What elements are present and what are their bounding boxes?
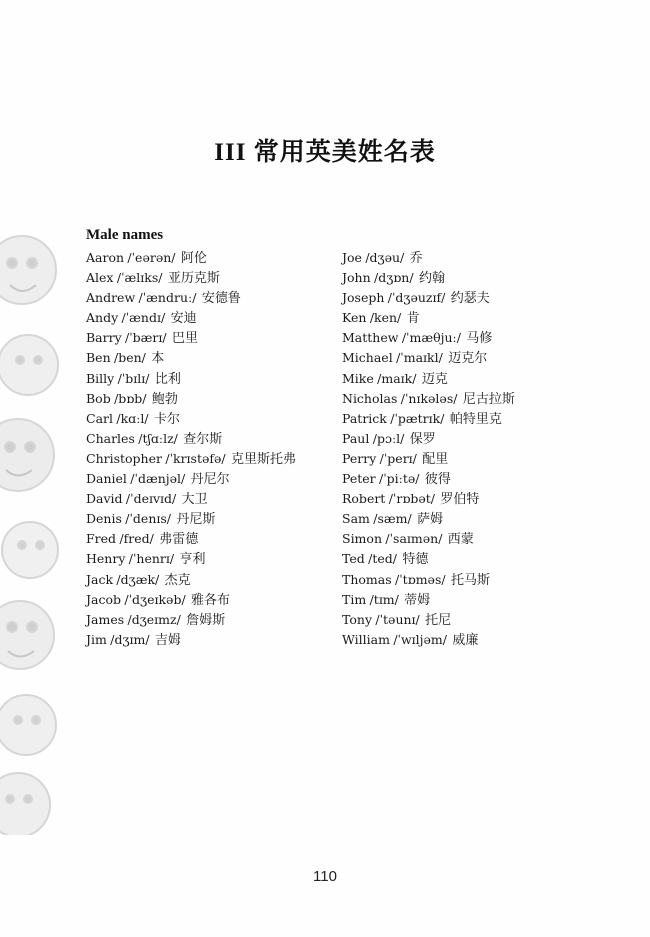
page-number: 110 — [313, 868, 337, 885]
pronunciation: /ˈnɪkələs/ — [400, 390, 458, 406]
pronunciation: /dʒəu/ — [365, 250, 405, 265]
english-name: Jacob — [86, 591, 121, 607]
pronunciation: /ken/ — [369, 310, 402, 326]
pronunciation: /maɪk/ — [377, 370, 417, 386]
chinese-name: 亨利 — [179, 552, 206, 568]
english-name: Denis — [86, 511, 122, 527]
list-item — [86, 268, 336, 288]
chinese-name: 特德 — [402, 552, 429, 568]
english-name: Daniel — [86, 471, 127, 487]
cartoon-characters-decoration — [0, 215, 80, 835]
list-item — [342, 630, 592, 650]
pronunciation: /ˈhenrɪ/ — [128, 551, 175, 567]
chinese-name: 蒂姆 — [404, 592, 431, 608]
list-item — [342, 389, 592, 409]
pronunciation: /ˈdʒeɪkəb/ — [124, 591, 186, 607]
pronunciation: /ˈsaɪmən/ — [385, 531, 443, 547]
list-item — [342, 489, 592, 509]
list-item — [86, 409, 336, 429]
names-list-right — [342, 248, 592, 650]
english-name: Paul — [342, 430, 370, 446]
pronunciation: /ˈdænjəl/ — [130, 471, 186, 487]
list-item — [86, 429, 336, 449]
list-item — [342, 529, 592, 549]
english-name: Bob — [86, 390, 111, 406]
list-item — [86, 348, 336, 368]
pronunciation: /dʒeɪmz/ — [127, 611, 181, 627]
chinese-name: 迈克 — [421, 371, 448, 387]
english-name: Andy — [86, 310, 119, 326]
list-item — [342, 409, 592, 429]
list-item — [342, 308, 592, 328]
chinese-name: 迈克尔 — [448, 351, 488, 367]
list-item — [86, 630, 336, 650]
chinese-name: 安德鲁 — [201, 291, 241, 307]
english-name: Perry — [342, 450, 377, 466]
pronunciation: /ˈpiːtə/ — [379, 471, 420, 487]
list-item — [86, 529, 336, 549]
chinese-name: 安迪 — [170, 311, 197, 327]
pronunciation: /ˈpætrɪk/ — [390, 410, 445, 426]
list-item — [86, 308, 336, 328]
english-name: David — [86, 491, 123, 507]
list-item — [342, 509, 592, 529]
english-name: Sam — [342, 511, 370, 527]
chinese-name: 尼古拉斯 — [462, 391, 515, 407]
english-name: Jim — [86, 631, 107, 647]
list-item — [342, 610, 592, 630]
names-list-left — [86, 248, 336, 650]
chinese-name: 威廉 — [452, 632, 479, 648]
english-name: William — [342, 631, 390, 647]
english-name: Henry — [86, 551, 126, 567]
pronunciation: /ˈwɪljəm/ — [393, 631, 447, 647]
chinese-name: 本 — [151, 351, 165, 367]
chinese-name: 彼得 — [424, 472, 451, 488]
pronunciation: /ˈmæθjuː/ — [401, 330, 461, 346]
list-item — [342, 570, 592, 590]
pronunciation: /ˈmaɪkl/ — [396, 350, 443, 366]
english-name: Carl — [86, 410, 113, 426]
list-item — [342, 268, 592, 288]
list-item — [342, 469, 592, 489]
list-item — [86, 549, 336, 569]
english-name: Joseph — [342, 290, 385, 306]
english-name: Tony — [342, 611, 373, 627]
english-name: Robert — [342, 491, 386, 507]
list-item — [86, 509, 336, 529]
section-heading: Male names — [86, 227, 164, 243]
english-name: Christopher — [86, 450, 162, 466]
english-name: Barry — [86, 330, 122, 346]
english-name: Ben — [86, 350, 111, 366]
list-item — [342, 549, 592, 569]
pronunciation: /ˈtəunɪ/ — [375, 611, 420, 627]
chinese-name: 托马斯 — [450, 572, 490, 588]
english-name: Ted — [342, 551, 365, 567]
list-item — [342, 369, 592, 389]
english-name: Alex — [86, 270, 114, 286]
chinese-name: 丹尼斯 — [176, 512, 216, 528]
english-name: Andrew — [86, 290, 136, 306]
chinese-name: 罗伯特 — [440, 492, 480, 508]
chinese-name: 巴里 — [172, 331, 199, 347]
list-item — [342, 248, 592, 268]
list-item — [86, 469, 336, 489]
english-name: Joe — [342, 250, 362, 265]
chinese-name: 马修 — [466, 331, 493, 347]
english-name: James — [86, 611, 125, 627]
chinese-name: 约瑟夫 — [450, 291, 490, 307]
chinese-name: 配里 — [422, 451, 449, 467]
pronunciation: /pɔːl/ — [372, 430, 405, 446]
english-name: Ken — [342, 310, 367, 326]
chinese-name: 查尔斯 — [183, 431, 223, 447]
list-item — [86, 369, 336, 389]
chinese-name: 雅各布 — [191, 592, 231, 608]
pronunciation: /kɑːl/ — [116, 410, 149, 426]
chinese-name: 帕特里克 — [449, 411, 502, 427]
pronunciation: /tɪm/ — [369, 591, 399, 607]
pronunciation: /sæm/ — [373, 511, 412, 527]
english-name: Thomas — [342, 571, 392, 587]
english-name: Peter — [342, 471, 376, 487]
chinese-name: 大卫 — [181, 492, 208, 508]
chinese-name: 约翰 — [418, 271, 445, 287]
pronunciation: /ˈperɪ/ — [379, 450, 417, 466]
list-item — [86, 328, 336, 348]
pronunciation: /tʃɑːlz/ — [138, 430, 178, 446]
chinese-name: 鲍勃 — [151, 391, 178, 407]
list-item — [342, 429, 592, 449]
chinese-name: 杰克 — [164, 572, 191, 588]
chinese-name: 阿伦 — [180, 251, 207, 266]
english-name: Charles — [86, 430, 135, 446]
chinese-name: 卡尔 — [153, 411, 180, 427]
pronunciation: /ˈbærɪ/ — [125, 330, 167, 346]
list-item — [86, 449, 336, 469]
english-name: Nicholas — [342, 390, 398, 406]
english-name: Matthew — [342, 330, 399, 346]
chinese-name: 比利 — [154, 371, 181, 387]
list-item — [86, 570, 336, 590]
chinese-name: 克里斯托弗 — [231, 451, 297, 467]
pronunciation: /ˈændruː/ — [138, 290, 197, 306]
list-item — [342, 328, 592, 348]
english-name: Simon — [342, 531, 382, 547]
pronunciation: /ˈændɪ/ — [121, 310, 166, 326]
pronunciation: /ˈbɪlɪ/ — [117, 370, 150, 386]
pronunciation: /ˈeərən/ — [127, 250, 176, 265]
chinese-name: 托尼 — [425, 612, 452, 628]
list-item — [342, 348, 592, 368]
pronunciation: /dʒɪm/ — [110, 631, 150, 647]
list-item — [342, 288, 592, 308]
list-item — [342, 590, 592, 610]
english-name: Aaron — [86, 250, 125, 265]
chinese-name: 丹尼尔 — [190, 472, 230, 488]
english-name: Patrick — [342, 410, 387, 426]
list-item — [86, 248, 336, 268]
english-name: Tim — [342, 591, 367, 607]
pronunciation: /ˈælɪks/ — [116, 270, 163, 286]
english-name: John — [342, 270, 371, 286]
pronunciation: /fred/ — [119, 531, 154, 547]
chinese-name: 肯 — [406, 311, 420, 327]
english-name: Mike — [342, 370, 374, 386]
page-title: III 常用英美姓名表 — [214, 139, 436, 166]
pronunciation: /ˈdeɪvɪd/ — [125, 491, 177, 507]
pronunciation: /ˈdenɪs/ — [125, 511, 171, 527]
pronunciation: /ˈtɒməs/ — [395, 571, 446, 587]
english-name: Fred — [86, 531, 117, 547]
chinese-name: 詹姆斯 — [186, 612, 226, 628]
pronunciation: /dʒæk/ — [116, 571, 160, 587]
chinese-name: 吉姆 — [154, 632, 181, 648]
list-item — [342, 449, 592, 469]
chinese-name: 弗雷德 — [159, 532, 199, 548]
pronunciation: /bɒb/ — [114, 390, 147, 406]
chinese-name: 保罗 — [409, 431, 436, 447]
english-name: Jack — [86, 571, 114, 587]
pronunciation: /ˈkrɪstəfə/ — [165, 450, 226, 466]
list-item — [86, 610, 336, 630]
pronunciation: /ˈrɒbət/ — [388, 491, 435, 507]
list-item — [86, 288, 336, 308]
english-name: Billy — [86, 370, 115, 386]
pronunciation: /ben/ — [114, 350, 146, 366]
chinese-name: 萨姆 — [417, 512, 444, 528]
chinese-name: 西蒙 — [447, 532, 474, 548]
pronunciation: /ˈdʒəuzɪf/ — [387, 290, 446, 306]
pronunciation: /ted/ — [368, 551, 398, 567]
list-item — [86, 389, 336, 409]
list-item — [86, 590, 336, 610]
english-name: Michael — [342, 350, 393, 366]
list-item — [86, 489, 336, 509]
pronunciation: /dʒɒn/ — [374, 270, 414, 286]
chinese-name: 乔 — [409, 251, 423, 266]
chinese-name: 亚历克斯 — [167, 271, 220, 287]
